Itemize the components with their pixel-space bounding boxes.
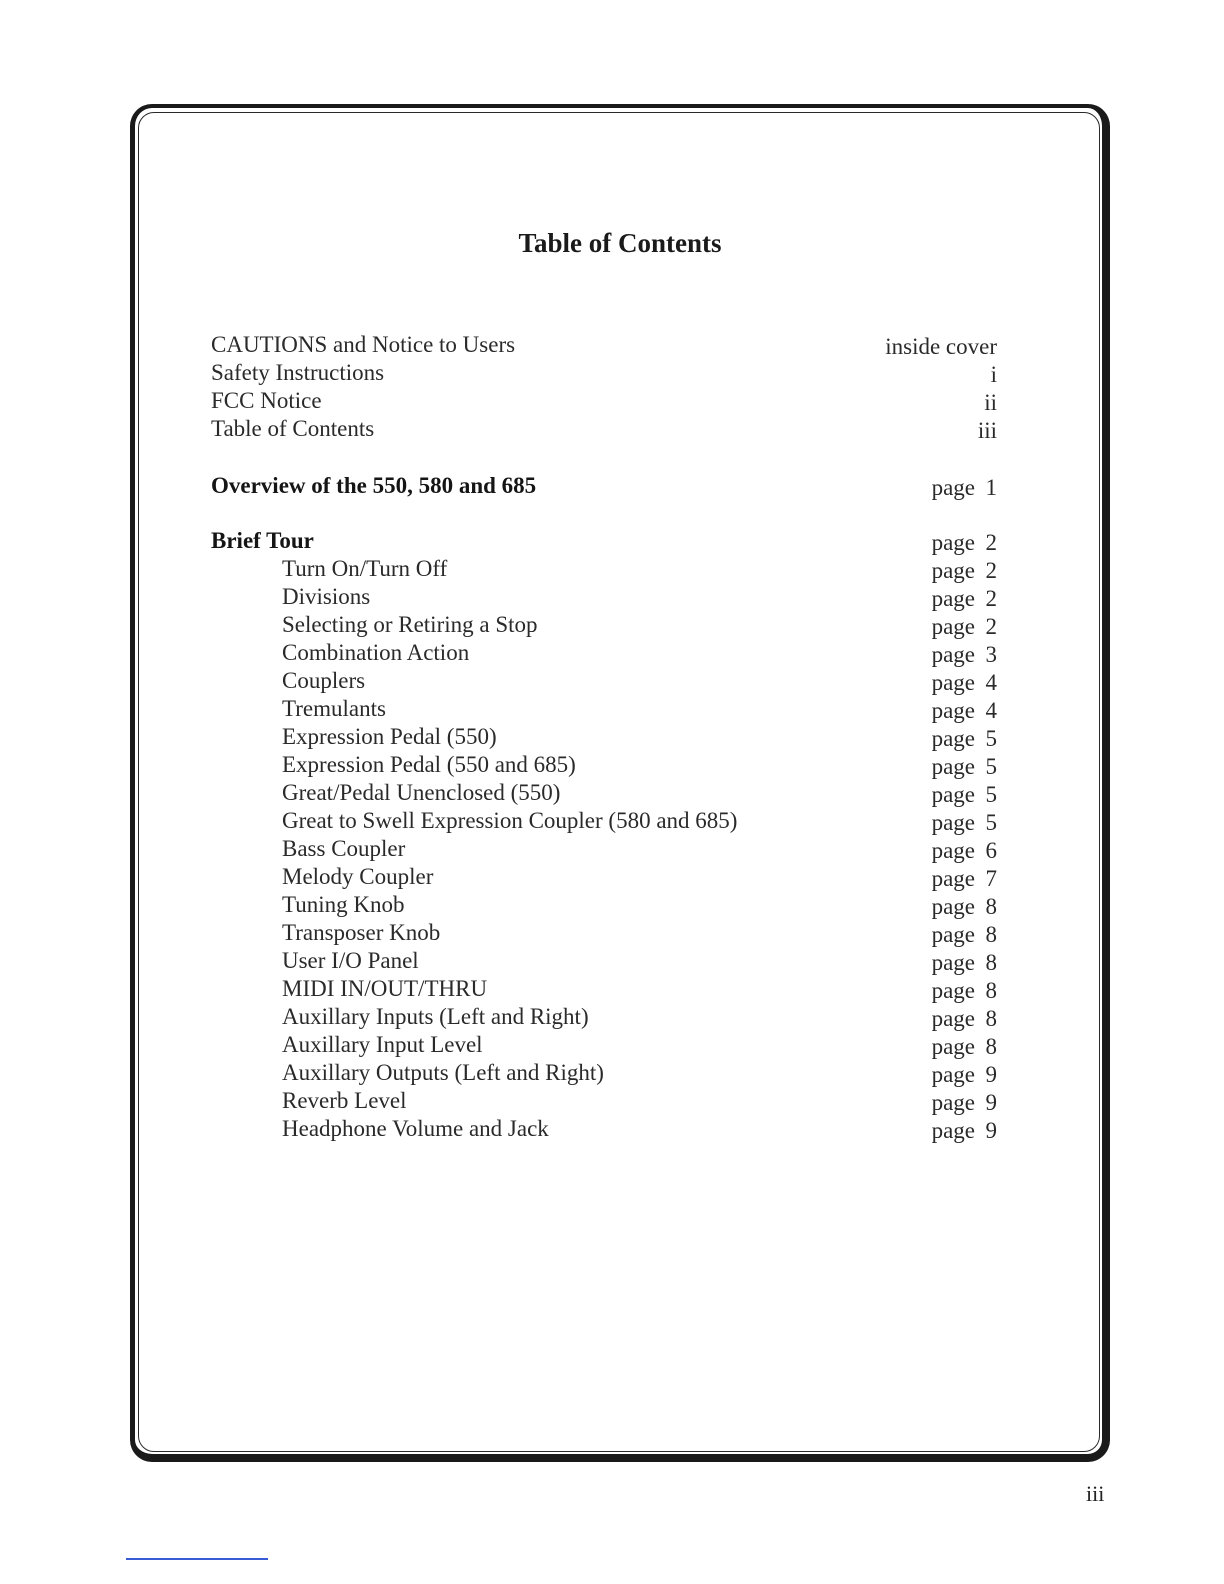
- toc-subentry-label: Expression Pedal (550): [282, 724, 497, 749]
- page-num: 4: [985, 670, 997, 695]
- toc-subentry[interactable]: [211, 779, 997, 807]
- page-num: 9: [985, 1062, 997, 1087]
- page-num: 8: [985, 894, 997, 919]
- page-word: page: [931, 614, 975, 639]
- page-num: 4: [985, 698, 997, 723]
- toc-entry-ref: [932, 837, 997, 865]
- page-word: page: [931, 754, 975, 779]
- page-num: 8: [985, 978, 997, 1003]
- page-word: page: [931, 894, 975, 919]
- toc-subentry[interactable]: [211, 1059, 997, 1087]
- toc-subentry-label: Turn On/Turn Off: [282, 556, 448, 581]
- toc-subentry-label: Reverb Level: [282, 1088, 407, 1113]
- toc-entry-brief-tour[interactable]: [211, 527, 997, 555]
- page-num: 2: [985, 614, 997, 639]
- toc-entry-ref: [932, 809, 997, 837]
- toc-entry-ref: [932, 529, 997, 557]
- page-word: page: [931, 1062, 975, 1087]
- toc-subentry-label: Headphone Volume and Jack: [282, 1116, 549, 1141]
- page-word: page: [931, 866, 975, 891]
- toc-entry-ref: [932, 1061, 997, 1089]
- page-num: 9: [985, 1118, 997, 1143]
- page-num: 9: [985, 1090, 997, 1115]
- toc-entry-ref: [932, 641, 997, 669]
- toc-entry-ref: [932, 585, 997, 613]
- toc-entry-label: Safety Instructions: [211, 360, 385, 385]
- toc-entry-ref: ii: [984, 390, 997, 415]
- toc-subentry[interactable]: [211, 695, 997, 723]
- page-word: page: [931, 922, 975, 947]
- page-num: 5: [985, 726, 997, 751]
- toc-subentry-label: Transposer Knob: [282, 920, 441, 945]
- toc-entry-label: CAUTIONS and Notice to Users: [211, 332, 516, 357]
- page-num: 8: [985, 1006, 997, 1031]
- toc-subentry-label: Tremulants: [282, 696, 386, 721]
- toc-entry-ref: [932, 1005, 997, 1033]
- toc-subentry[interactable]: [211, 1115, 997, 1143]
- toc-subentry[interactable]: [211, 1031, 997, 1059]
- page-num: 3: [985, 642, 997, 667]
- toc-entry-ref: iii: [977, 418, 997, 443]
- page-num: 2: [985, 530, 997, 555]
- toc-entry-label: Table of Contents: [211, 416, 375, 441]
- page-word: page: [931, 670, 975, 695]
- page-word: page: [931, 978, 975, 1003]
- page-word: page: [931, 530, 975, 555]
- toc-entry-label: FCC Notice: [211, 388, 322, 413]
- page-word: page: [931, 586, 975, 611]
- page-word: page: [931, 1118, 975, 1143]
- page-num: 2: [985, 586, 997, 611]
- toc-entry-ref: [932, 893, 997, 921]
- link-underline: [126, 1558, 268, 1560]
- toc-subentry-label: Couplers: [282, 668, 366, 693]
- toc-subentry-label: Selecting or Retiring a Stop: [282, 612, 538, 637]
- toc-entry-ref: [932, 753, 997, 781]
- page-num: 7: [985, 866, 997, 891]
- page-num: 5: [985, 782, 997, 807]
- page-word: page: [931, 475, 975, 500]
- toc-entry-ref: [932, 725, 997, 753]
- toc-subentry-label: Expression Pedal (550 and 685): [282, 752, 576, 777]
- toc-subentry[interactable]: [211, 919, 997, 947]
- toc-entry-ref: [932, 613, 997, 641]
- toc-subentry[interactable]: [211, 667, 997, 695]
- toc-subentry-label: Great to Swell Expression Coupler (580 and 685): [282, 808, 738, 833]
- toc-subentry[interactable]: [211, 639, 997, 667]
- toc-entry-ref: inside cover: [885, 334, 997, 359]
- page-num: 5: [985, 754, 997, 779]
- toc-subentry-label: Auxillary Inputs (Left and Right): [282, 1004, 589, 1029]
- toc-section-label: Overview of the 550, 580 and 685: [211, 473, 537, 498]
- page-word: page: [931, 1090, 975, 1115]
- toc-subentry[interactable]: [211, 975, 997, 1003]
- page-word: page: [931, 1006, 975, 1031]
- toc-entry-ref: [932, 1089, 997, 1117]
- toc-entry-ref: [932, 781, 997, 809]
- toc-subentry-label: Divisions: [282, 584, 371, 609]
- toc-subentry[interactable]: [211, 555, 997, 583]
- toc-entry-overview[interactable]: [211, 472, 997, 500]
- toc-entry-ref: [932, 557, 997, 585]
- toc-entry-ref: [932, 697, 997, 725]
- page-word: page: [931, 838, 975, 863]
- page-word: page: [931, 642, 975, 667]
- page-word: page: [931, 726, 975, 751]
- page-number: iii: [1086, 1481, 1105, 1506]
- toc-entry-fcc[interactable]: [211, 387, 997, 415]
- page-num: 1: [985, 475, 997, 500]
- toc-subentry[interactable]: [211, 835, 997, 863]
- toc-subentry-label: Combination Action: [282, 640, 470, 665]
- toc-subentry-label: Auxillary Outputs (Left and Right): [282, 1060, 604, 1085]
- toc-subentry-label: MIDI IN/OUT/THRU: [282, 976, 488, 1001]
- toc-entry-ref: [932, 949, 997, 977]
- page-word: page: [931, 698, 975, 723]
- toc-entry-contents[interactable]: [211, 415, 997, 443]
- page-word: page: [931, 558, 975, 583]
- toc-entry-ref: i: [990, 362, 997, 387]
- page-word: page: [931, 810, 975, 835]
- toc-entry-ref: [932, 1117, 997, 1145]
- toc-entry-safety[interactable]: [211, 359, 997, 387]
- toc-subentry-label: User I/O Panel: [282, 948, 419, 973]
- page-num: 8: [985, 1034, 997, 1059]
- toc-entry-ref: [932, 865, 997, 893]
- toc-entry-ref: [932, 977, 997, 1005]
- toc-entry-ref: [932, 1033, 997, 1061]
- toc-subentry[interactable]: [211, 583, 997, 611]
- toc-subentry-label: Bass Coupler: [282, 836, 406, 861]
- page-num: 8: [985, 950, 997, 975]
- toc-subentry[interactable]: [211, 1003, 997, 1031]
- toc-subentry[interactable]: [211, 863, 997, 891]
- page-word: page: [931, 950, 975, 975]
- page-word: page: [931, 1034, 975, 1059]
- page-word: page: [931, 782, 975, 807]
- page-num: 8: [985, 922, 997, 947]
- toc-subentry-label: Tuning Knob: [282, 892, 405, 917]
- page-num: 5: [985, 810, 997, 835]
- toc-entry-ref: [932, 921, 997, 949]
- page-num: 2: [985, 558, 997, 583]
- toc-subentry[interactable]: [211, 723, 997, 751]
- toc-entry-cautions[interactable]: [211, 331, 997, 359]
- page-num: 6: [985, 838, 997, 863]
- toc-subentry[interactable]: [211, 1087, 997, 1115]
- page-title: Table of Contents: [518, 228, 722, 258]
- toc-entry-ref: [932, 669, 997, 697]
- toc-subentry[interactable]: [211, 807, 997, 835]
- toc-subentry-label: Great/Pedal Unenclosed (550): [282, 780, 561, 805]
- toc-section-label: Brief Tour: [211, 528, 314, 553]
- toc-subentry[interactable]: [211, 611, 997, 639]
- toc-subentry[interactable]: [211, 947, 997, 975]
- toc-subentry-label: Melody Coupler: [282, 864, 434, 889]
- toc-subentry[interactable]: [211, 751, 997, 779]
- toc-entry-ref: [932, 474, 997, 502]
- toc-subentry[interactable]: [211, 891, 997, 919]
- toc-subentry-label: Auxillary Input Level: [282, 1032, 483, 1057]
